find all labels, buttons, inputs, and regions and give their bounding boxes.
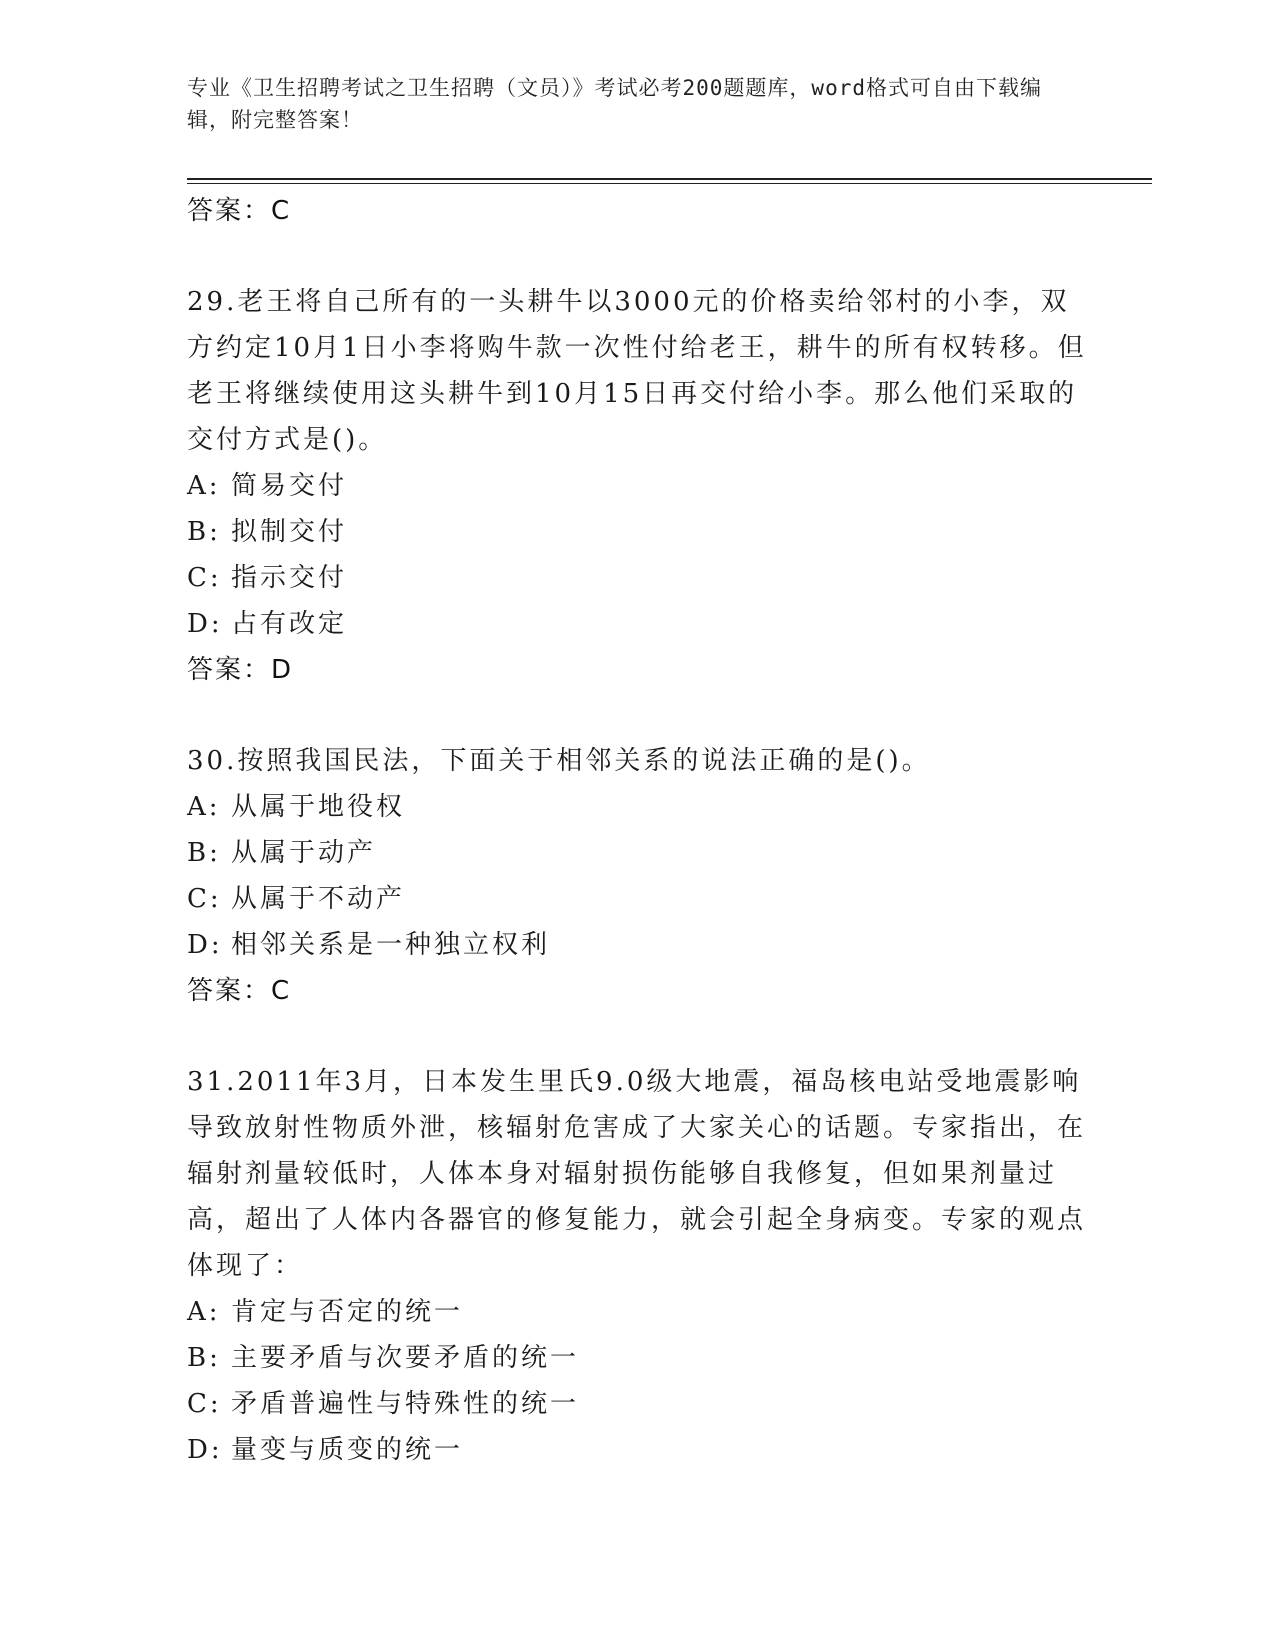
option-a: [187, 463, 1087, 509]
question-30: [187, 738, 1087, 1014]
option-text: 量变与质变的统一: [231, 1435, 464, 1465]
option-d: [187, 1427, 1087, 1473]
option-text: 指示交付: [231, 563, 348, 593]
document-header: 专业《卫生招聘考试之卫生招聘（文员）》考试必考200题题库，word格式可自由下载编辑，附完整答案！: [187, 76, 1042, 132]
previous-answer: 答案：C: [187, 196, 292, 226]
option-key: B:: [187, 1343, 221, 1373]
question-31: [187, 1059, 1087, 1473]
option-key: A:: [187, 471, 221, 501]
option-key: B:: [187, 838, 221, 868]
option-key: C:: [187, 563, 222, 593]
option-b: [187, 830, 1087, 876]
option-d: [187, 601, 1087, 647]
question-stem: 30.按照我国民法，下面关于相邻关系的说法正确的是()。: [187, 746, 931, 776]
option-c: [187, 1381, 1087, 1427]
option-key: D:: [187, 609, 223, 639]
option-text: 相邻关系是一种独立权利: [231, 930, 551, 960]
question-stem: 29.老王将自己所有的一头耕牛以3000元的价格卖给邻村的小李，双方约定10月1日小李将购牛款一次性付给老王，耕牛的所有权转移。但老王将继续使用这头耕牛到10月15日再交付给小李。那么他们采取的交付方式是()。: [187, 287, 1087, 455]
option-text: 主要矛盾与次要矛盾的统一: [231, 1343, 580, 1373]
option-b: [187, 1335, 1087, 1381]
option-text: 从属于动产: [231, 838, 377, 868]
option-key: A:: [187, 1297, 221, 1327]
option-b: [187, 509, 1087, 555]
option-key: D:: [187, 1435, 223, 1465]
option-key: B:: [187, 517, 221, 547]
question-29: [187, 279, 1087, 693]
option-text: 占有改定: [231, 609, 348, 639]
option-c: [187, 555, 1087, 601]
header-rule-thin: [187, 183, 1152, 184]
option-c: [187, 876, 1087, 922]
header-rule-thick: [187, 178, 1152, 180]
question-stem: 31.2011年3月，日本发生里氏9.0级大地震，福岛核电站受地震影响导致放射性物质外泄，核辐射危害成了大家关心的话题。专家指出，在辐射剂量较低时，人体本身对辐射损伤能够自我修复，但如果剂量过高，超出了人体内各器官的修复能力，就会引起全身病变。专家的观点体现了：: [187, 1067, 1087, 1281]
option-a: [187, 784, 1087, 830]
option-text: 矛盾普遍性与特殊性的统一: [231, 1389, 580, 1419]
option-text: 肯定与否定的统一: [231, 1297, 464, 1327]
option-text: 从属于地役权: [231, 792, 406, 822]
option-text: 拟制交付: [231, 517, 348, 547]
option-text: 从属于不动产: [231, 884, 406, 914]
option-key: A:: [187, 792, 221, 822]
question-answer: 答案：D: [187, 655, 294, 685]
option-a: [187, 1289, 1087, 1335]
option-d: [187, 922, 1087, 968]
option-key: D:: [187, 930, 223, 960]
option-text: 简易交付: [231, 471, 348, 501]
option-key: C:: [187, 1389, 222, 1419]
option-key: C:: [187, 884, 222, 914]
document-body: [187, 188, 1087, 1473]
question-answer: 答案：C: [187, 976, 292, 1006]
